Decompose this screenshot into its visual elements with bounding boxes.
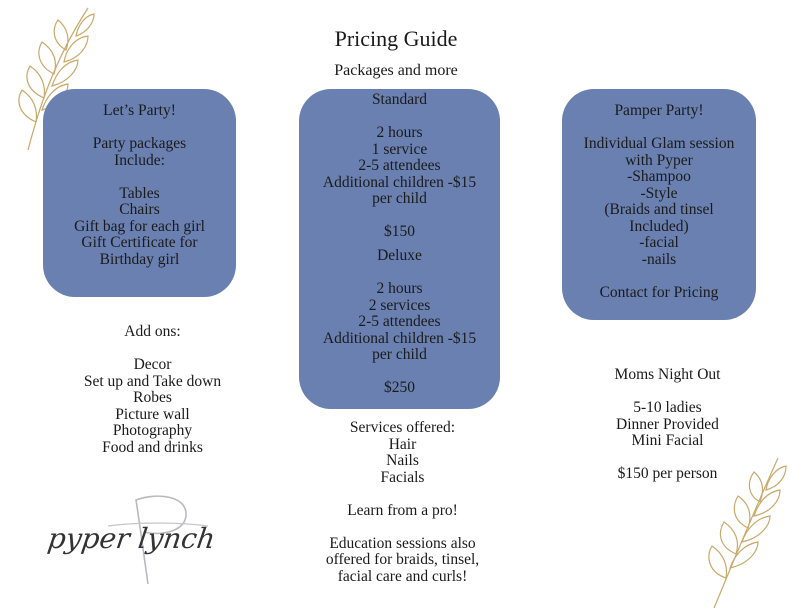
pamper-party-text: Pamper Party! Individual Glam session with Pyper -Shampoo -Style (Braids and tinsel Included) -facial -nails Contact for Pricing: [583, 102, 735, 301]
page-subtitle: Packages and more: [334, 62, 458, 79]
moms-night-out-section: Moms Night Out 5-10 ladies Dinner Provided Mini Facial $150 per person: [614, 366, 721, 482]
logo-text: pyper lynch: [45, 522, 218, 555]
deluxe-package-text: Deluxe 2 hours 2 services 2-5 attendees Additional children -$15 per child $250: [322, 247, 477, 396]
standard-package-text: Standard 2 hours 1 service 2-5 attendees Additional children -$15 per child $150: [322, 91, 477, 240]
add-ons-section: Add ons: Decor Set up and Take down Robes Picture wall Photography Food and drinks: [83, 323, 222, 456]
services-section: Services offered: Hair Nails Facials Learn from a pro! Education sessions also offered for braids, tinsel, facial care and curls!: [325, 419, 480, 585]
pyper-lynch-logo: [45, 486, 223, 586]
lets-party-text: Let’s Party! Party packages Include: Tables Chairs Gift bag for each girl Gift Certificate for Birthday girl: [74, 102, 205, 268]
page-title: Pricing Guide: [334, 26, 458, 51]
